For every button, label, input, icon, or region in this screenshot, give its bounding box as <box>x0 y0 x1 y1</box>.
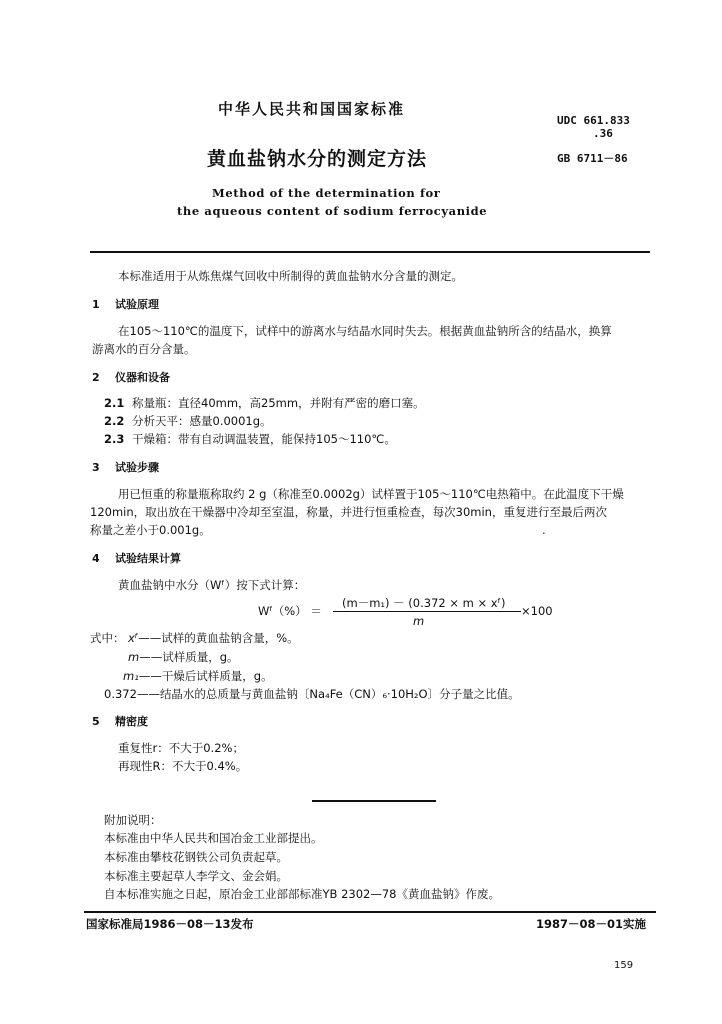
section-4-title: 试验结果计算 <box>114 552 181 565</box>
udc-number: UDC 661.833 <box>557 114 630 127</box>
section-3-text-line1: 用已恒重的称量瓶称取约 2 g（称准至0.0002g）试样置于105～110℃电热箱中。在此温度下干燥 <box>118 487 624 501</box>
section-4-intro: 黄血盐钠中水分（Wᶠ）按下式计算： <box>118 578 306 592</box>
section-1-text-line1: 在105～110℃的温度下，试样中的游离水与结晶水同时失去。根据黄血盐钠所含的结晶水，换算 <box>118 324 612 338</box>
header-rule <box>90 251 650 253</box>
formula-multiplier: ×100 <box>521 604 553 618</box>
issue-date: 国家标准局1986－08－13发布 <box>86 917 254 931</box>
notes-separator <box>312 800 436 802</box>
section-2-item-3: 2.3 干燥箱：带有自动调温装置，能保持105～110℃。 <box>104 432 396 446</box>
section-5-number: 5 <box>92 715 100 728</box>
definition-xf: xᶠ——试样的黄血盐钠含量，%。 <box>128 631 299 645</box>
document-title: 黄血盐钠水分的测定方法 <box>207 148 428 170</box>
stray-dot: . <box>542 523 546 537</box>
note-line-4: 自本标准实施之日起，原冶金工业部部标准YB 2302—78《黄血盐钠》作废。 <box>104 887 500 901</box>
section-1-text-line2: 游离水的百分含量。 <box>92 342 196 356</box>
english-title-line2: the aqueous content of sodium ferrocyanide <box>177 204 488 218</box>
section-1-number: 1 <box>92 298 100 311</box>
note-line-1: 本标准由中华人民共和国冶金工业部提出。 <box>104 831 323 845</box>
english-title-line1: Method of the determination for <box>212 186 441 200</box>
repeatability: 重复性r：不大于0.2%； <box>118 741 244 755</box>
section-2-heading <box>92 369 170 385</box>
page-number: 159 <box>614 960 634 971</box>
section-1-heading <box>92 296 159 312</box>
note-line-3: 本标准主要起草人李学文、金会娟。 <box>104 869 288 883</box>
formula-denominator: m <box>413 614 425 628</box>
section-3-heading <box>92 459 159 475</box>
effective-date: 1987－08－01实施 <box>536 917 647 931</box>
section-5-heading <box>92 713 148 729</box>
reproducibility: 再现性R：不大于0.4%。 <box>118 759 248 773</box>
formula-lhs: Wᶠ（%） ＝ <box>258 604 322 618</box>
notes-title: 附加说明： <box>104 813 162 827</box>
gb-number: GB 6711－86 <box>557 152 628 165</box>
section-2-item-1: 2.1 称量瓶：直径40mm，高25mm，并附有严密的磨口塞。 <box>104 396 425 410</box>
intro-text: 本标准适用于从炼焦煤气回收中所制得的黄血盐钠水分含量的测定。 <box>118 269 463 283</box>
udc-subnumber: .36 <box>593 127 613 140</box>
definition-m1: m₁——干燥后试样质量，g。 <box>123 669 273 683</box>
where-label: 式中： <box>90 631 125 645</box>
section-2-number: 2 <box>92 371 100 384</box>
definition-coefficient: 0.372——结晶水的总质量与黄血盐钠〔Na₄Fe（CN）₆·10H₂O〕分子量之比值。 <box>104 687 520 701</box>
formula-numerator: (m－m₁) － (0.372 × m × xᶠ) <box>342 596 506 610</box>
section-3-text-line3: 称量之差小于0.001g。 <box>90 523 211 537</box>
section-5-title: 精密度 <box>114 715 148 728</box>
section-4-number: 4 <box>92 552 100 565</box>
section-1-title: 试验原理 <box>114 298 159 311</box>
fraction-bar <box>333 611 521 612</box>
section-3-text-line2: 120min，取出放在干燥器中冷却至室温，称量，并进行恒重检查，每次30min，重复进行至最后两次 <box>90 505 607 519</box>
section-4-heading <box>92 550 181 566</box>
definition-m: m——试样质量，g。 <box>128 650 239 664</box>
standard-body: 中华人民共和国国家标准 <box>218 100 406 118</box>
section-3-title: 试验步骤 <box>114 461 159 474</box>
footer-rule <box>84 911 656 913</box>
section-2-title: 仪器和设备 <box>114 371 170 384</box>
section-2-item-2: 2.2 分析天平：感量0.0001g。 <box>104 414 272 428</box>
note-line-2: 本标准由攀枝花钢铁公司负责起草。 <box>104 850 288 864</box>
section-3-number: 3 <box>92 461 100 474</box>
